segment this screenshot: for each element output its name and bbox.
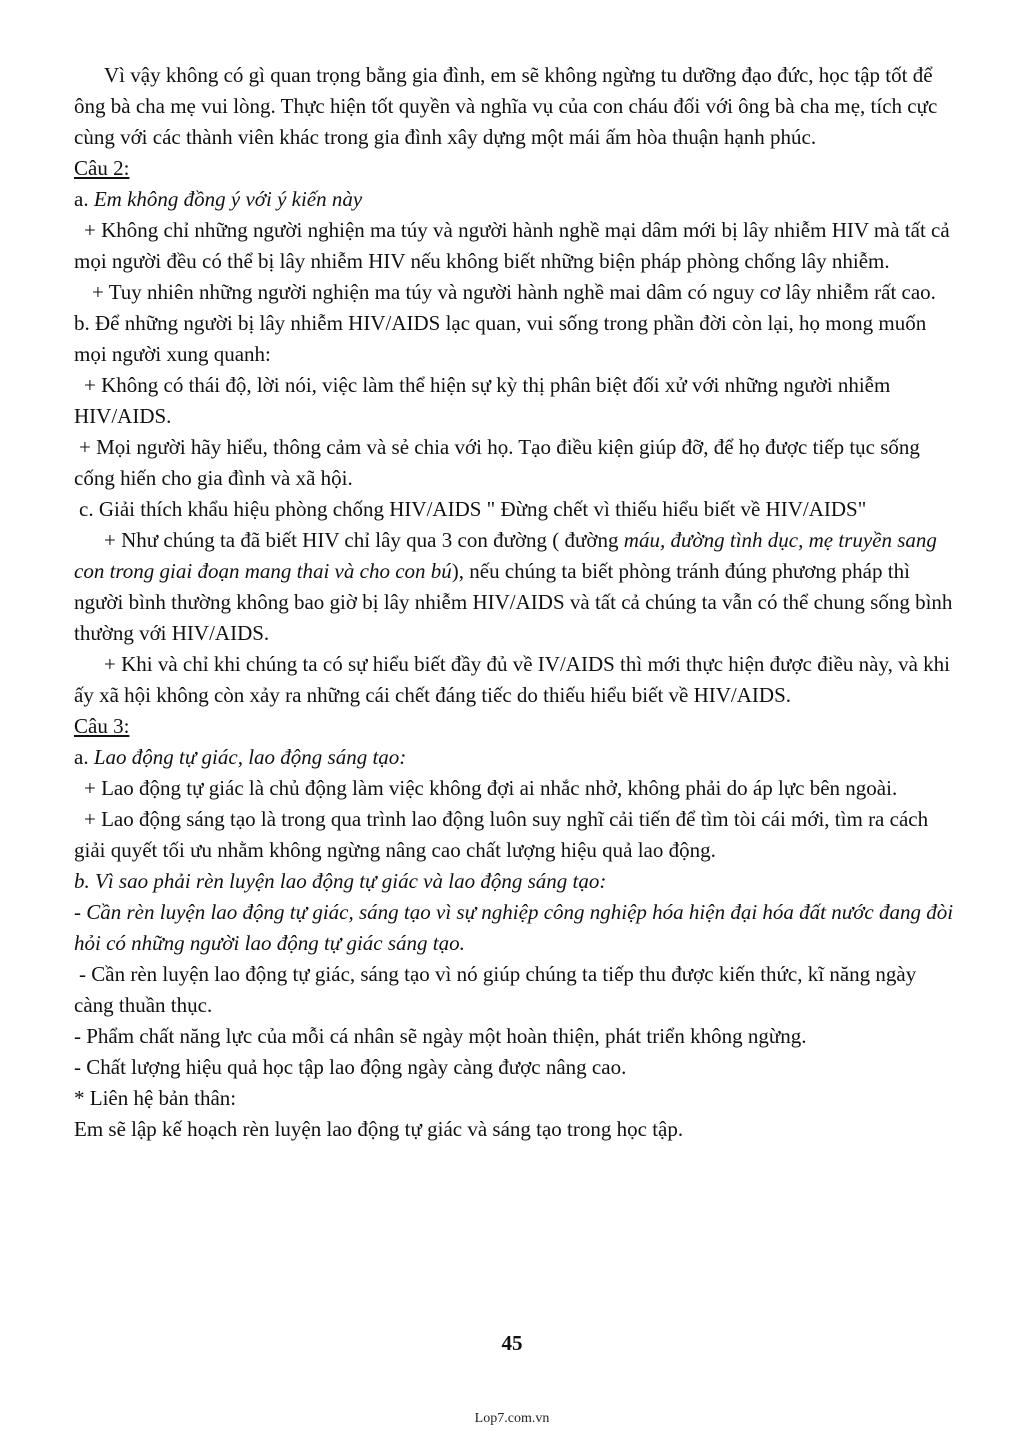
bullet-2a-2: + Tuy nhiên những người nghiện ma túy và người hành nghề mai dâm có nguy cơ lây nhiễm rất cao. [92,280,936,304]
item-2a-title: Em không đồng ý với ý kiến này [93,187,363,211]
contact-self-heading: * Liên hệ bản thân: [74,1086,237,1110]
closing-sentence: Em sẽ lập kế hoạch rèn luyện lao động tự giác và sáng tạo trong học tập. [74,1117,684,1141]
dash-3b-4: - Chất lượng hiệu quả học tập lao động ngày càng được nâng cao. [74,1055,627,1079]
dash-3b-1-text: - Cần rèn luyện lao động tự giác, sáng tạo vì sự nghiệp công nghiệp hóa hiện đại hóa đất nước đang đòi hỏi có những người lao động tự giác sáng tạo. [74,900,954,955]
dash-3b-1 [74,897,954,959]
bullet-2a-1: + Không chỉ những người nghiện ma túy và người hành nghề mại dâm mới bị lây nhiễm HIV mà tất cả mọi người đều có thể bị lây nhiễm HIV nếu không biết những biện pháp phòng chống lây nhiễm. [74,218,950,273]
item-2a [74,184,954,215]
bullet-2c-1-italic: máu, đường tình dục, mẹ truyền sang con trong giai đoạn mang thai và cho con bú [74,528,937,583]
bullet-3a-2: + Lao động sáng tạo là trong qua trình lao động luôn suy nghĩ cải tiến để tìm tòi cái mới, tìm ra cách giải quyết tối ưu nhằm không ngừng nâng cao chất lượng hiệu quả lao động. [74,807,929,862]
heading-cau-3: Câu 3: [74,714,130,738]
bullet-2c-1 [74,525,954,649]
item-3a [74,742,954,773]
dash-3b-3: - Phẩm chất năng lực của mỗi cá nhân sẽ ngày một hoàn thiện, phát triển không ngừng. [74,1024,807,1048]
bullet-3a-1: + Lao động tự giác là chủ động làm việc không đợi ai nhắc nhở, không phải do áp lực bên ngoài. [84,776,898,800]
item-3b-title: b. Vì sao phải rèn luyện lao động tự giác và lao động sáng tạo: [74,869,607,893]
item-2a-prefix: a. [74,187,94,211]
heading-cau-2: Câu 2: [74,156,130,180]
item-2c: c. Giải thích khẩu hiệu phòng chống HIV/AIDS " Đừng chết vì thiếu hiểu biết về HIV/AIDS" [79,497,867,521]
dash-3b-2: - Cần rèn luyện lao động tự giác, sáng tạo vì nó giúp chúng ta tiếp thu được kiến thức, kĩ năng ngày càng thuần thục. [74,962,917,1017]
bullet-2b-1: + Không có thái độ, lời nói, việc làm thể hiện sự kỳ thị phân biệt đối xử với những người nhiễm HIV/AIDS. [74,373,891,428]
footer-source: Lop7.com.vn [474,1411,550,1426]
item-3a-prefix: a. [74,745,94,769]
item-2b: b. Để những người bị lây nhiễm HIV/AIDS lạc quan, vui sống trong phần đời còn lại, họ mong muốn mọi người xung quanh: [74,311,927,366]
bullet-2c-1-start: + Như chúng ta đã biết HIV chỉ lây qua 3 con đường ( đường [104,528,624,552]
bullet-2b-2: + Mọi người hãy hiểu, thông cảm và sẻ chia với họ. Tạo điều kiện giúp đỡ, để họ được tiếp tục sống cống hiến cho gia đình và xã hội. [74,435,920,490]
paragraph-intro: Vì vậy không có gì quan trọng bằng gia đình, em sẽ không ngừng tu dưỡng đạo đức, học tập tốt để ông bà cha mẹ vui lòng. Thực hiện tốt quyền và nghĩa vụ của con cháu đối với ông bà cha mẹ, tích cực cùng với các thành viên khác trong gia đình xây dựng một mái ấm hòa thuận hạnh phúc. [74,63,938,149]
item-3a-title: Lao động tự giác, lao động sáng tạo: [93,745,407,769]
bullet-2c-1-end: ), nếu chúng ta biết phòng tránh đúng phương pháp thì người bình thường không bao giờ bị lây nhiễm HIV/AIDS và tất cả chúng ta vẫn có thể chung sống bình thường với HIV/AIDS. [74,559,953,645]
page-number: 45 [501,1331,523,1355]
document-body [74,60,954,1145]
bullet-2c-2: + Khi và chỉ khi chúng ta có sự hiểu biết đầy đủ về IV/AIDS thì mới thực hiện được điều này, và khi ấy xã hội không còn xảy ra những cái chết đáng tiếc do thiếu hiểu biết về HIV/AIDS. [74,652,950,707]
item-3b [74,866,954,897]
